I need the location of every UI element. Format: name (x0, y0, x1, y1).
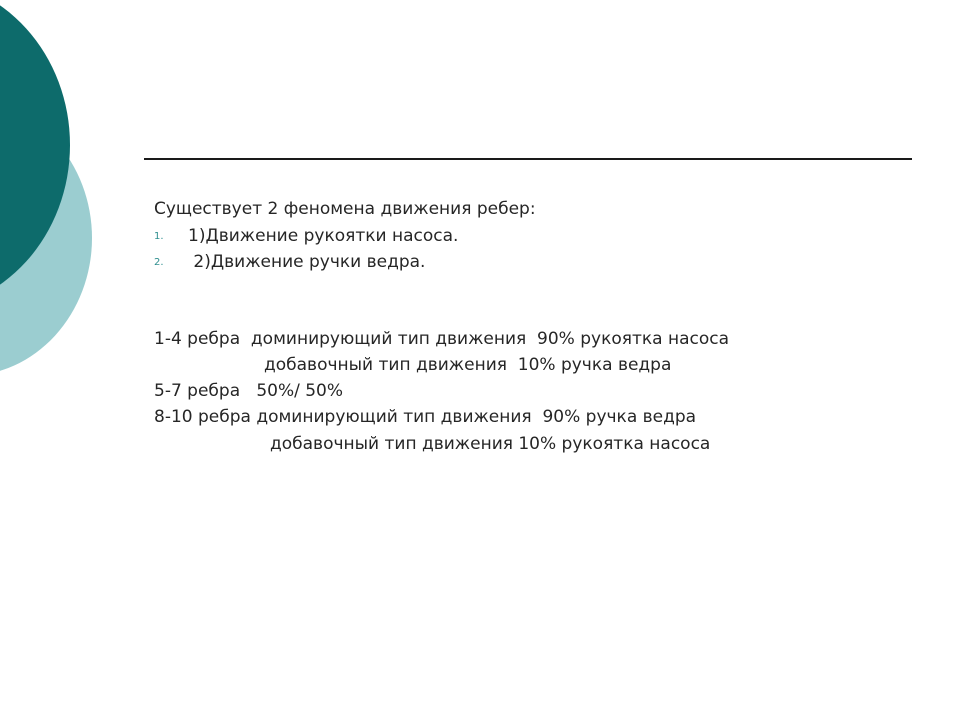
ribs-1-4-row: 1-4 ребра доминирующий тип движения 90% рукоятка насоса (154, 329, 730, 349)
title-divider (144, 158, 912, 160)
list-item-2: 2)Движение ручки ведра. (188, 252, 426, 272)
ribs-8-10-row: 8-10 ребра доминирующий тип движения 90% ручка ведра (154, 407, 697, 427)
ribs-8-10-secondary-row: добавочный тип движения 10% рукоятка насоса (270, 434, 711, 454)
list-marker-1: 1. (154, 231, 164, 242)
ribs-5-7-row: 5-7 ребра 50%/ 50% (154, 381, 344, 401)
ribs-1-4-secondary-row: добавочный тип движения 10% ручка ведра (264, 355, 672, 375)
list-marker-2: 2. (154, 257, 164, 268)
list-item-1: 1)Движение рукоятки насоса. (188, 226, 459, 246)
intro-text: Существует 2 феномена движения ребер: (154, 199, 536, 219)
